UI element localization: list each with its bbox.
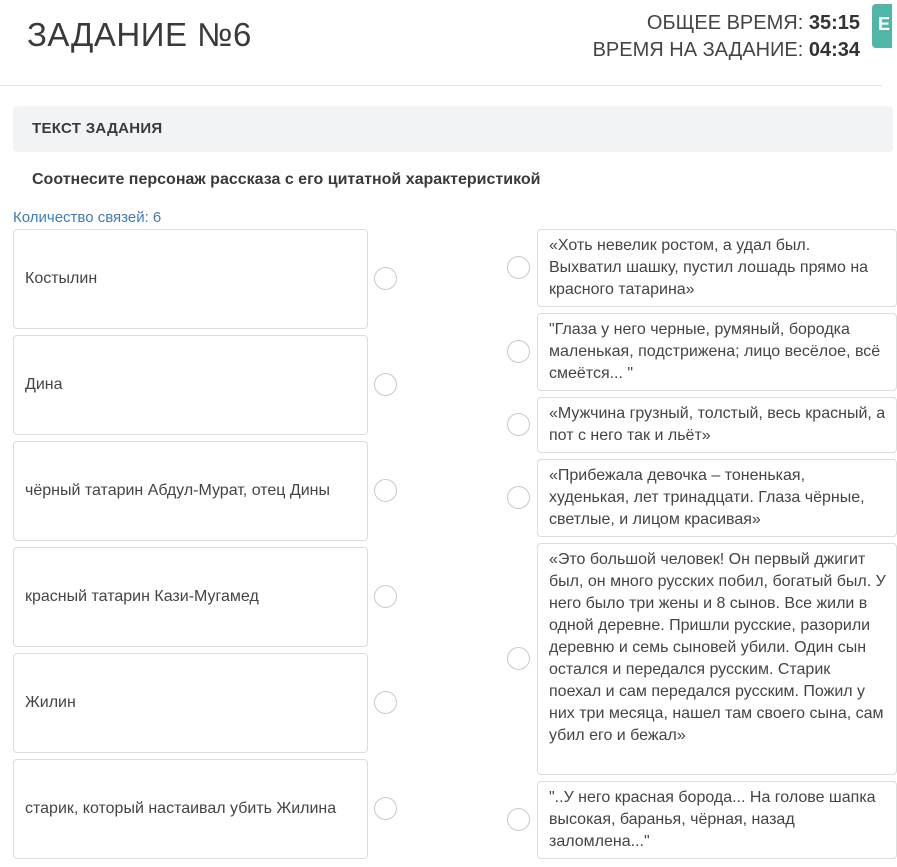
left-item-label: Костылин [25,270,98,287]
left-item-label: Жилин [25,694,76,711]
left-item-2[interactable] [13,335,368,435]
total-time-value: 35:15 [808,12,860,34]
left-connector-2[interactable] [374,373,397,396]
task-time-value: 04:34 [808,39,860,61]
section-title: ТЕКСТ ЗАДАНИЯ [32,120,163,137]
left-item-label: чёрный татарин Абдул-Мурат, отец Дины [25,482,331,499]
task-time [593,37,860,64]
left-item-5[interactable] [13,653,368,753]
question-text: Соотнесите персонаж рассказа с его цитатной характеристикой [32,171,541,188]
left-connector-3[interactable] [374,479,397,502]
left-connector-1[interactable] [374,267,397,290]
right-connector-4[interactable] [507,486,530,509]
link-count: Количество связей: 6 [13,209,162,226]
header [0,0,891,86]
right-connector-6[interactable] [507,808,530,831]
right-connector-5[interactable] [507,647,530,670]
total-time-label: ОБЩЕЕ ВРЕМЯ: [646,12,804,34]
left-connector-5[interactable] [374,691,397,714]
left-item-3[interactable] [13,441,368,541]
right-item-3[interactable]: «Мужчина грузный, толстый, весь красный, а пот с него так и льёт» [537,397,897,453]
right-connector-1[interactable] [507,256,530,279]
side-panel-tab-glyph: E [878,14,891,34]
total-time [593,10,860,37]
right-item-5[interactable]: «Это большой человек! Он первый джигит был, он много русских побил, богатый был. У него было три жены и 8 сынов. Все жили в одной деревне. Пришли русские, разорили деревню и семь сыновей убили. Один сын остался и передался русским. Старик поехал и сам передался русским. Пожил у них три месяца, нашел там своего сына, сам убил его и бежал» [537,543,897,775]
left-item-1[interactable] [13,229,368,329]
right-item-4[interactable]: «Прибежала девочка – тоненькая, худенькая, лет тринадцати. Глаза чёрные, светлые, и лицом красивая» [537,459,897,537]
right-item-2[interactable]: "Глаза у него черные, румяный, бородка маленькая, подстрижена; лицо весёлое, всё смеётся... " [537,313,897,391]
left-connector-4[interactable] [374,585,397,608]
side-panel-tab[interactable] [872,4,892,48]
task-text-section [13,106,893,152]
left-item-label: Дина [25,376,63,393]
left-item-4[interactable] [13,547,368,647]
task-time-label: ВРЕМЯ НА ЗАДАНИЕ: [592,39,804,61]
right-item-6[interactable]: "..У него красная борода... На голове шапка высокая, баранья, чёрная, назад заломлена..." [537,781,897,859]
right-connector-2[interactable] [507,340,530,363]
right-item-1[interactable]: «Хоть невелик ростом, а удал был. Выхватил шашку, пустил лошадь прямо на красного татарина» [537,229,897,307]
left-item-label: старик, который настаивал убить Жилина [25,800,337,817]
timers [593,10,860,64]
left-connector-6[interactable] [374,797,397,820]
page-title: ЗАДАНИЕ №6 [27,16,252,53]
right-connector-3[interactable] [507,413,530,436]
left-item-label: красный татарин Кази-Мугамед [25,588,259,605]
left-item-6[interactable] [13,759,368,859]
